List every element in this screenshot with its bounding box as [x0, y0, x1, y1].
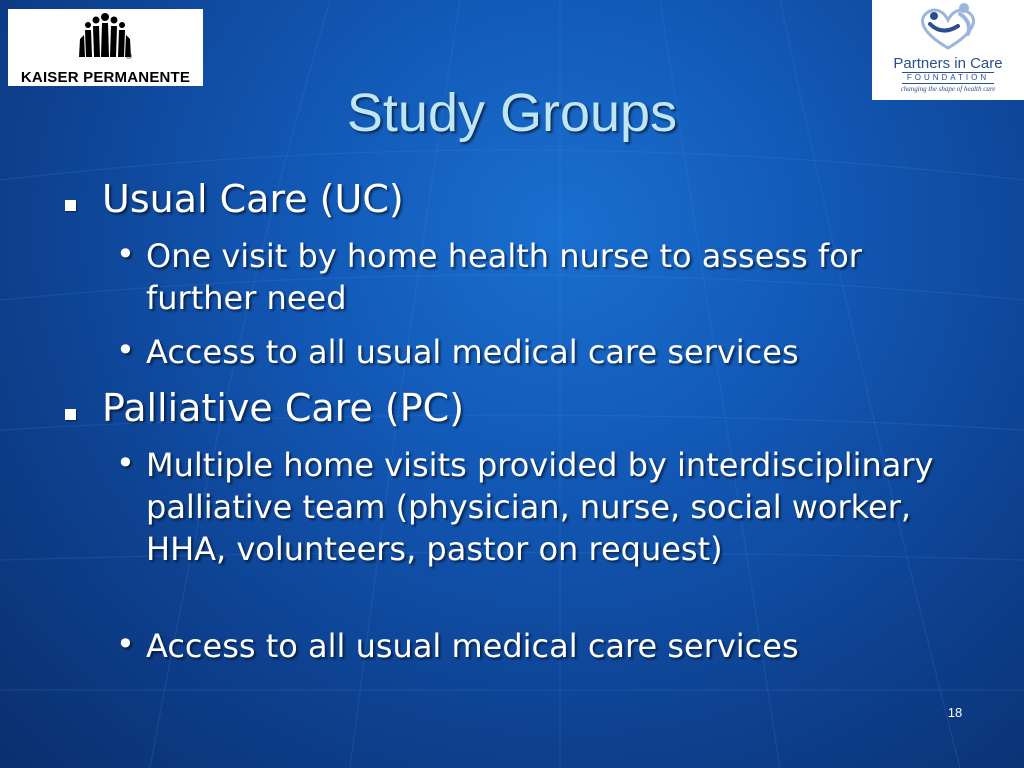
subbullet-access-pc: Access to all usual medical care services [146, 627, 799, 665]
partners-logo-tagline: changing the shape of health care [900, 85, 996, 93]
bullet-palliative-care: Palliative Care (PC) [102, 386, 465, 430]
page-number: 18 [947, 705, 963, 720]
subbullet-dot: • [116, 444, 135, 482]
kaiser-people-icon [8, 9, 203, 69]
partners-heart-icon [872, 0, 1024, 55]
kaiser-logo-wordmark: KAISER PERMANENTE [20, 69, 191, 86]
partners-logo-foundation: FOUNDATION [906, 73, 990, 82]
bullet-square-2 [65, 409, 76, 420]
subbullet-dot: • [116, 625, 135, 663]
bullet-square-1 [65, 200, 76, 211]
subbullet-dot: • [116, 235, 135, 273]
partners-logo-name: Partners in Care [893, 55, 1003, 72]
subbullet-dot: • [116, 331, 135, 369]
slide-title: Study Groups [346, 83, 678, 143]
registered-mark: ® [126, 52, 132, 61]
subbullet-access-uc: Access to all usual medical care services [146, 333, 799, 371]
bullet-usual-care: Usual Care (UC) [102, 177, 404, 221]
subbullet-one-visit: One visit by home health nurse to assess for further need [146, 237, 862, 317]
subbullet-multiple-visits: Multiple home visits provided by interdisciplinary palliative team (physician, nurse, social worker, HHA, volunteers, pastor on request) [146, 446, 934, 568]
kaiser-permanente-logo [8, 9, 203, 86]
